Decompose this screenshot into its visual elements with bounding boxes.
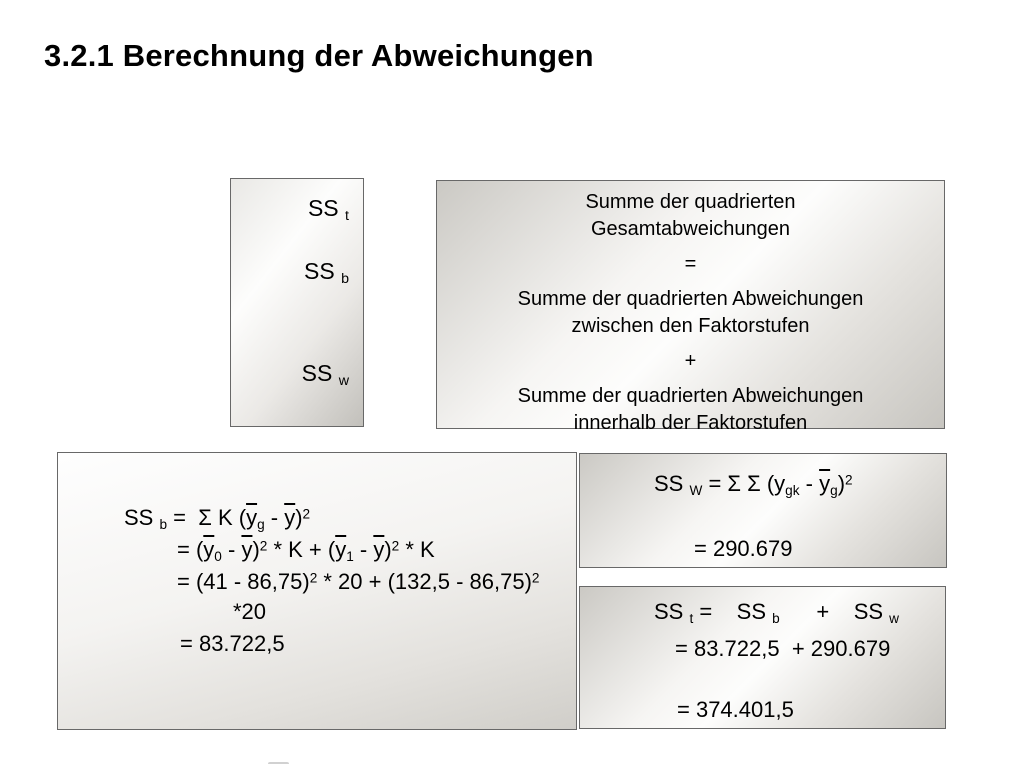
plus-sign: + [684, 350, 697, 372]
explanation-text [437, 189, 944, 437]
ssb-formula-line-3: = (41 - 86,75)$^2$ * 20 + (132,5 - 86,75)$^2$ [177, 569, 540, 594]
explain-line-3: Summe der quadrierten Abweichungen [517, 288, 864, 310]
sum-of-squares-explanation-box [436, 180, 945, 434]
explain-line-4: zwischen den Faktorstufen [571, 315, 810, 337]
cutoff-overbar-artifact [268, 762, 289, 764]
legend-ss-b: SS $_b$ [303, 258, 349, 287]
legend-ss-t: SS $_t$ [307, 195, 349, 224]
ssw-result-line: = 290.679 [694, 536, 793, 561]
ssb-formula-line-4: *20 [233, 599, 267, 624]
slide-title: 3.2.1 Berechnung der Abweichungen [44, 38, 594, 73]
ssb-formula-line-2: = $(\overline{y}_0 - \overline{y})^2 * K + (\overline{y}_1 - \overline{y})^2 * K$ [177, 537, 435, 564]
sst-values-line: = 83.722,5 + 290.679 [675, 636, 891, 661]
ssw-formula-line: SS $_W$ = Σ Σ $(y_{gk} - \overline{y}_g)^2$ [654, 471, 853, 498]
sst-formula-line: SS $_t$ = SS $_b$ + SS $_w$ [654, 599, 899, 626]
ssb-calculation-box [57, 452, 577, 730]
ssb-result-line: = 83.722,5 [180, 631, 285, 656]
explain-line-1: Summe der quadrierten [585, 191, 796, 213]
ss-legend-box [230, 178, 364, 427]
explain-line-5: Summe der quadrierten Abweichungen [517, 385, 864, 407]
equals-sign: = [684, 253, 697, 275]
ssw-result-box [579, 453, 947, 568]
legend-ss-w: SS $_w$ [301, 360, 349, 389]
ssb-formula-line-1: SS $_b$ = Σ K $(\overline{y}_g - \overline{y})^2$ [124, 505, 311, 532]
sst-result-line: = 374.401,5 [677, 697, 794, 722]
explain-line-2: Gesamtabweichungen [590, 218, 790, 240]
sst-sum-box [579, 586, 946, 729]
explain-line-6: innerhalb der Faktorstufen [573, 412, 808, 434]
